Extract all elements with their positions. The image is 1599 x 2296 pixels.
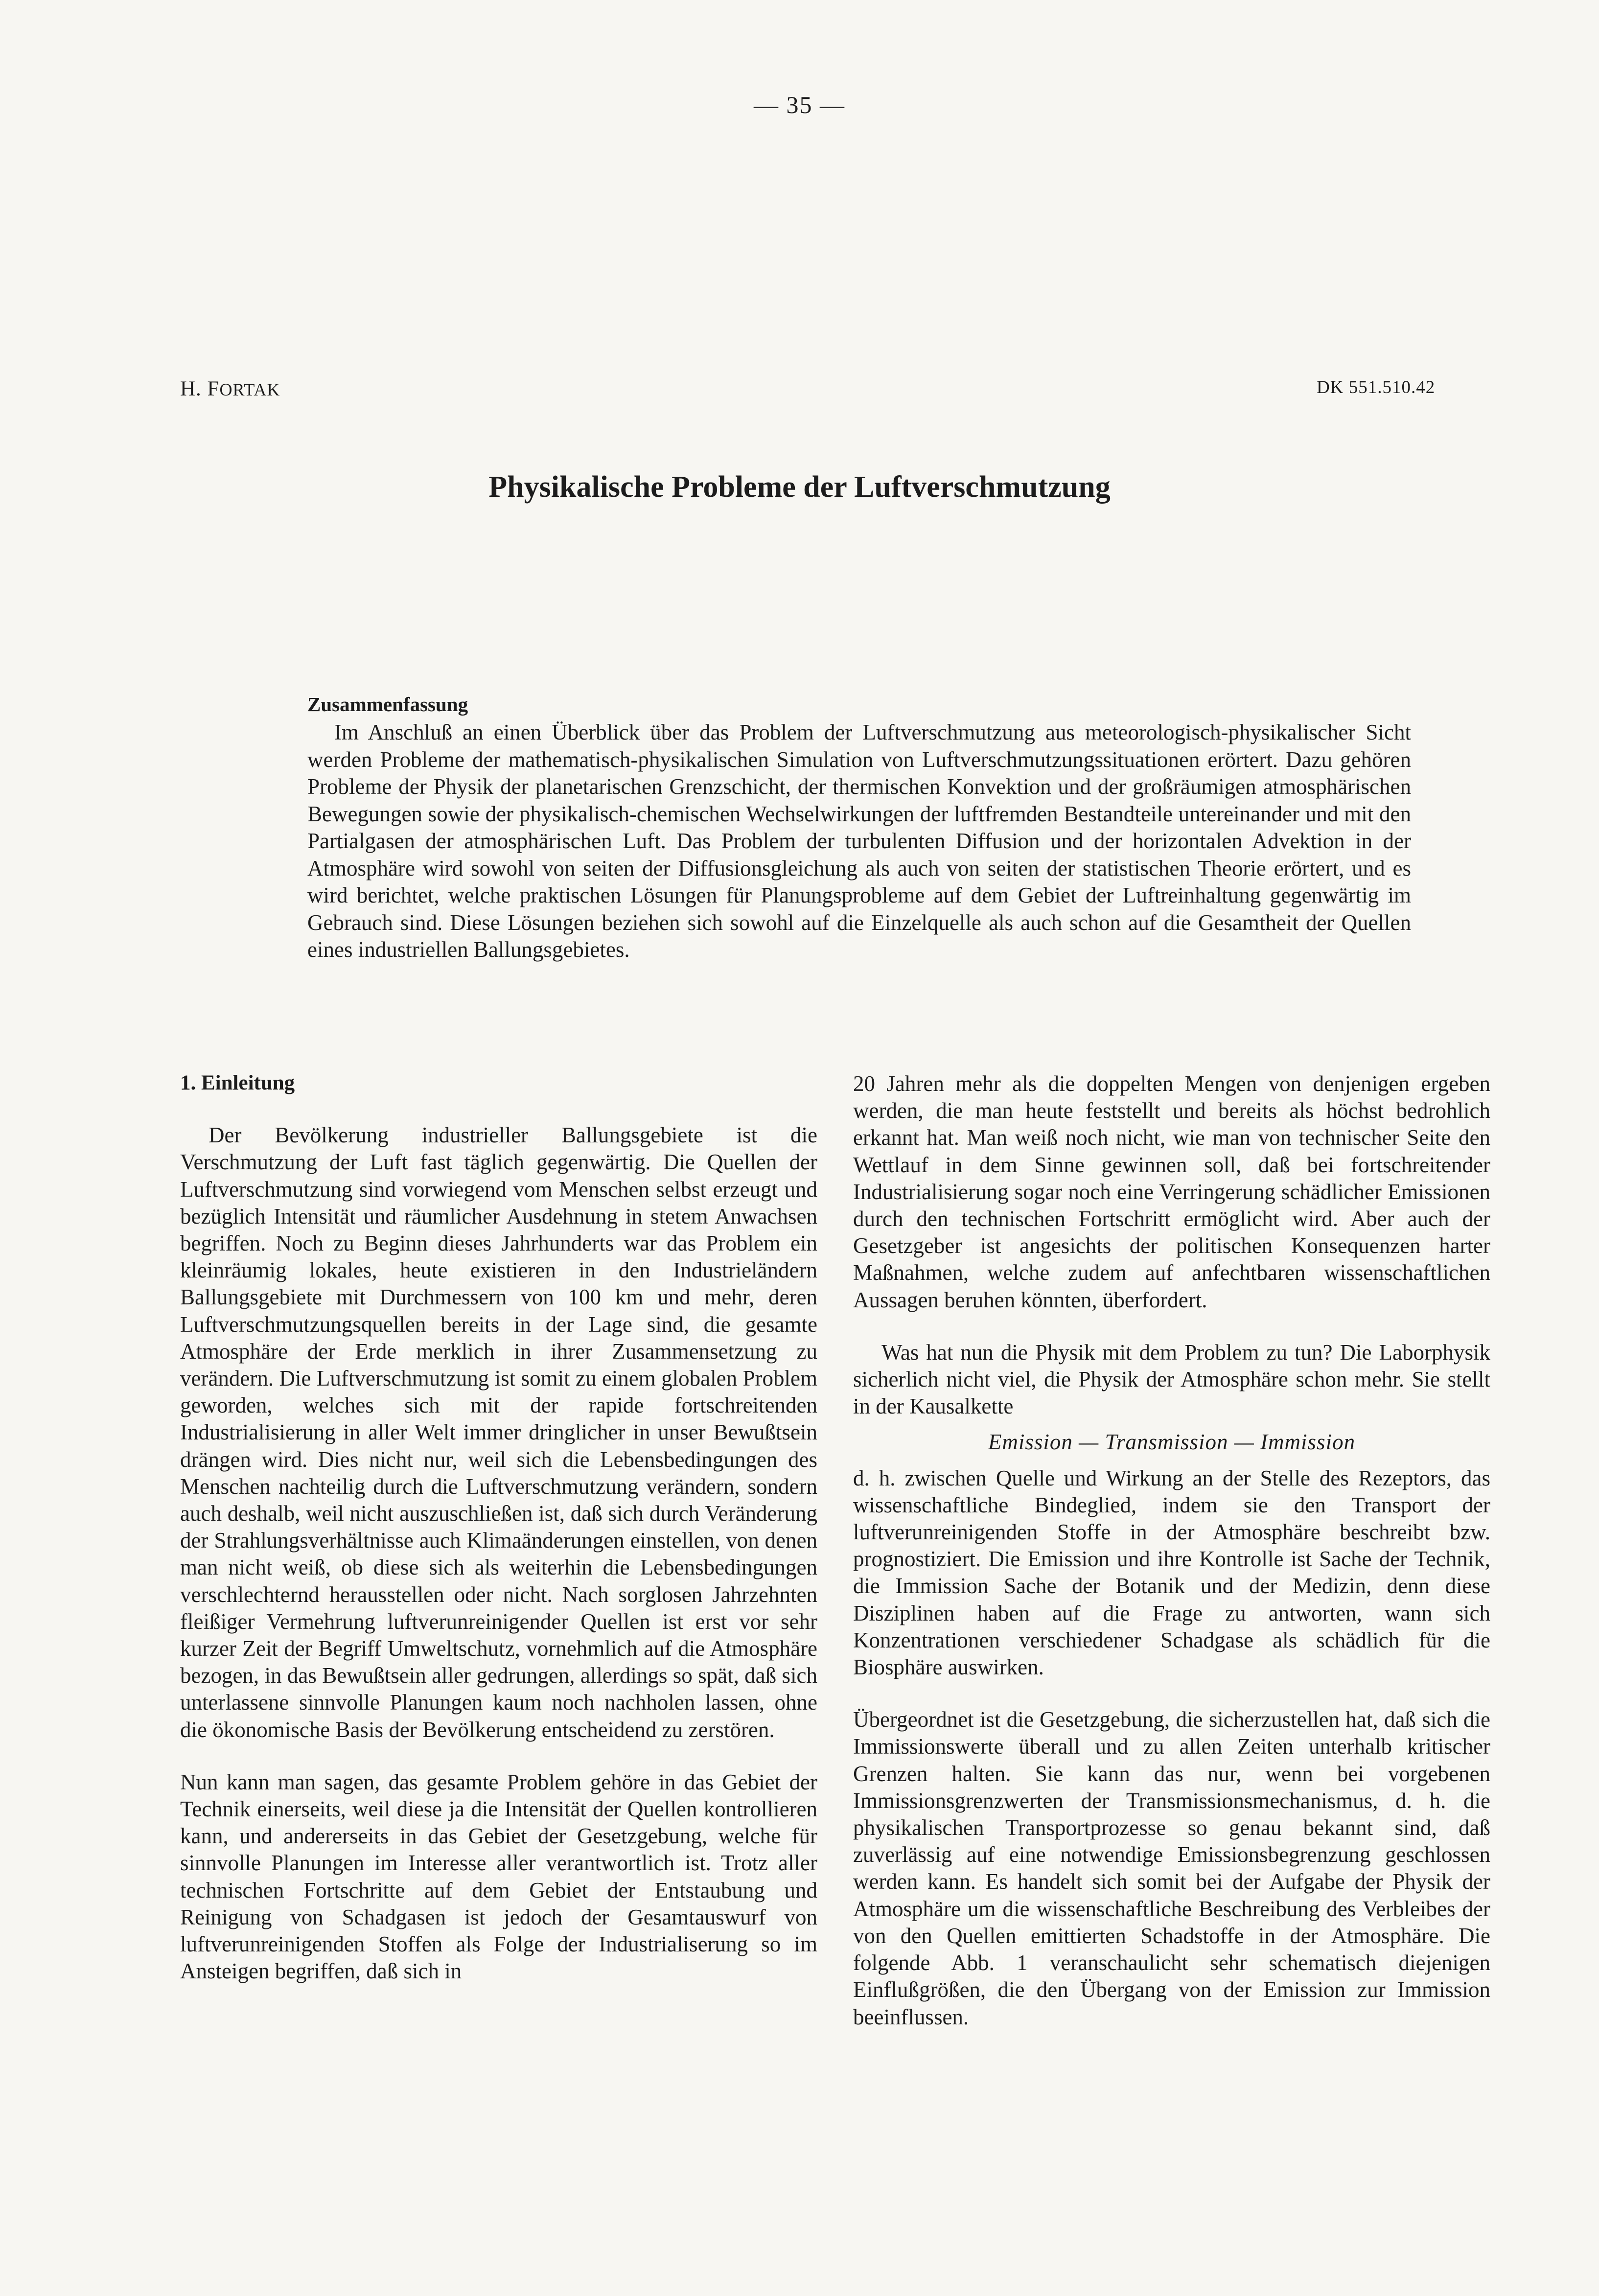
paragraph: 20 Jahren mehr als die doppelten Mengen von denjenigen ergeben werden, die man heute feststellt und bereits als höchst bedrohlich erkannt hat. Man weiß noch nicht, wie man von technischer Seite den Wettlauf in dem Sinne gewinnen soll, daß bei fortschreitender Industrialisierung sogar noch eine Verringerung schädlicher Emissionen durch den technischen Fortschritt ermöglicht wird. Aber auch der Gesetzgeber ist angesichts der politischen Konsequenzen harter Maßnahmen, welche zudem auf anfechtbaren wissenschaftlichen Aussagen beruhen könnten, überfordert.: [853, 1071, 1490, 1312]
causal-chain-formula: Emission — Transmission — Immission: [988, 1430, 1356, 1455]
paragraph: Was hat nun die Physik mit dem Problem zu tun? Die Laborphysik sicherlich nicht viel, die Physik der Atmosphäre schon mehr. Sie stellt in der Kausalkette: [853, 1340, 1490, 1419]
paragraph: Übergeordnet ist die Gesetzgebung, die sicherzustellen hat, daß sich die Immissionswerte überall und zu allen Zeiten unterhalb kritischer Grenzen halten. Sie kann das nur, wenn bei vorgebenen Immissionsgrenzwerten der Transmissionsmechanismus, d. h. die physikalischen Transportprozesse so genau bekannt sind, daß zuverlässig auf eine notwendige Emissionsbegrenzung geschlossen werden kann. Es handelt sich somit bei der Aufgabe der Physik der Atmosphäre um die wissenschaftliche Beschreibung des Verbleibes der von den Quellen emittierten Schadstoffe in der Atmosphäre. Die folgende Abb. 1 veranschaulicht sehr schematisch diejenigen Einflußgrößen, die den Übergang von der Emission zur Immission beeinflussen.: [853, 1707, 1490, 2029]
author-initial: H. F: [180, 377, 220, 400]
author-surname: ORTAK: [219, 380, 280, 399]
paragraph: d. h. zwischen Quelle und Wirkung an der Stelle des Rezeptors, das wissenschaftliche Bindeglied, indem sie den Transport der luftverunreinigenden Stoffe in der Atmosphäre beschreibt bzw. prognostiziert. Die Emission und ihre Kontrolle ist Sache der Technik, die Immission Sache der Botanik und der Medizin, denn diese Disziplinen haben auf die Frage zu antworten, wann sich Konzentrationen verschiedener Schadgase als schädlich für die Biosphäre auswirken.: [853, 1465, 1490, 1680]
right-column: [853, 1070, 1490, 2031]
summary-heading: Zusammenfassung: [307, 693, 468, 716]
article-title: Physikalische Probleme der Luftverschmutzung: [488, 470, 1111, 504]
paragraph: Der Bevölkerung industrieller Ballungsgebiete ist die Verschmutzung der Luft fast täglich gegenwärtig. Die Quellen der Luftverschmutzung sind vorwiegend vom Menschen selbst erzeugt und bezüglich Intensität und räumlicher Ausdehnung in stetem Anwachsen begriffen. Noch zu Beginn dieses Jahrhunderts war das Problem ein kleinräumig lokales, heute existieren in den Industrieländern Ballungsgebiete mit Durchmessern von 100 km und mehr, deren Luftverschmutzungsquellen bereits in der Lage sind, die gesamte Atmosphäre der Erde merklich in ihrer Zusammensetzung zu verändern. Die Luftverschmutzung ist somit zu einem globalen Problem geworden, welches sich mit der rapide fortschreitenden Industrialisierung in aller Welt immer dringlicher in unser Bewußtsein drängen wird. Dies nicht nur, weil sich die Lebensbedingungen des Menschen nachteilig durch die Luftverschmutzung verändern, sondern auch deshalb, weil nicht auszuschließen ist, daß sich durch Veränderung der Strahlungsverhältnisse auch Klimaänderungen einstellen, von denen man nicht weiß, ob diese sich als weiterhin die Lebensbedingungen verschlechternd herausstellen oder nicht. Nach sorglosen Jahrzehnten fleißiger Vermehrung luftverunreinigender Quellen ist erst vor sehr kurzer Zeit der Begriff Umweltschutz, vornehmlich auf die Atmosphäre bezogen, in das Bewußtsein aller gedrungen, allerdings so spät, daß sich unterlassene sinnvolle Planungen kaum noch nachholen lassen, ohne die ökonomische Basis der Bevölkerung entscheidend zu zerstören.: [180, 1123, 817, 1742]
author-name: [180, 377, 280, 401]
left-column: [180, 1069, 817, 1985]
paragraph: Nun kann man sagen, das gesamte Problem gehöre in das Gebiet der Technik einerseits, weil diese ja die Intensität der Quellen kontrollieren kann, und andererseits in das Gebiet der Gesetzgebung, welche für sinnvolle Planungen im Interesse aller verantwortlich ist. Trotz aller technischen Fortschritte auf dem Gebiet der Entstaubung und Reinigung von Schadgasen ist jedoch der Gesamtauswurf von luftverunreinigenden Stoffen als Folge der Industrialiserung so im Ansteigen begriffen, daß sich in: [180, 1769, 817, 1984]
section-heading: 1. Einleitung: [180, 1071, 295, 1094]
page-number: — 35 —: [754, 91, 845, 118]
dk-classification: DK 551.510.42: [1317, 377, 1436, 397]
summary-text: Im Anschluß an einen Überblick über das Problem der Luftverschmutzung aus meteorologisch-physikalischer Sicht werden Probleme der mathematisch-physikalischen Simulation von Luftverschmutzungssituationen erörtert. Dazu gehören Probleme der Physik der planetarischen Grenzschicht, der thermischen Konvektion und der großräumigen atmosphärischen Bewegungen sowie der physikalisch-chemischen Wechselwirkungen der luftfremden Bestandteile untereinander und mit den Partialgasen der atmosphärischen Luft. Das Problem der turbulenten Diffusion und der horizontalen Advektion in der Atmosphäre wird sowohl von seiten der Diffusionsgleichung als auch von seiten der statistischen Theorie erörtert, und es wird berichtet, welche praktischen Lösungen für Planungsprobleme auf dem Gebiet der Luftreinhaltung gegenwärtig im Gebrauch sind. Diese Lösungen beziehen sich sowohl auf die Einzelquelle als auch schon auf die Gesamtheit der Quellen eines industriellen Ballungsgebietes.: [307, 720, 1411, 962]
summary-block: [307, 693, 1411, 964]
